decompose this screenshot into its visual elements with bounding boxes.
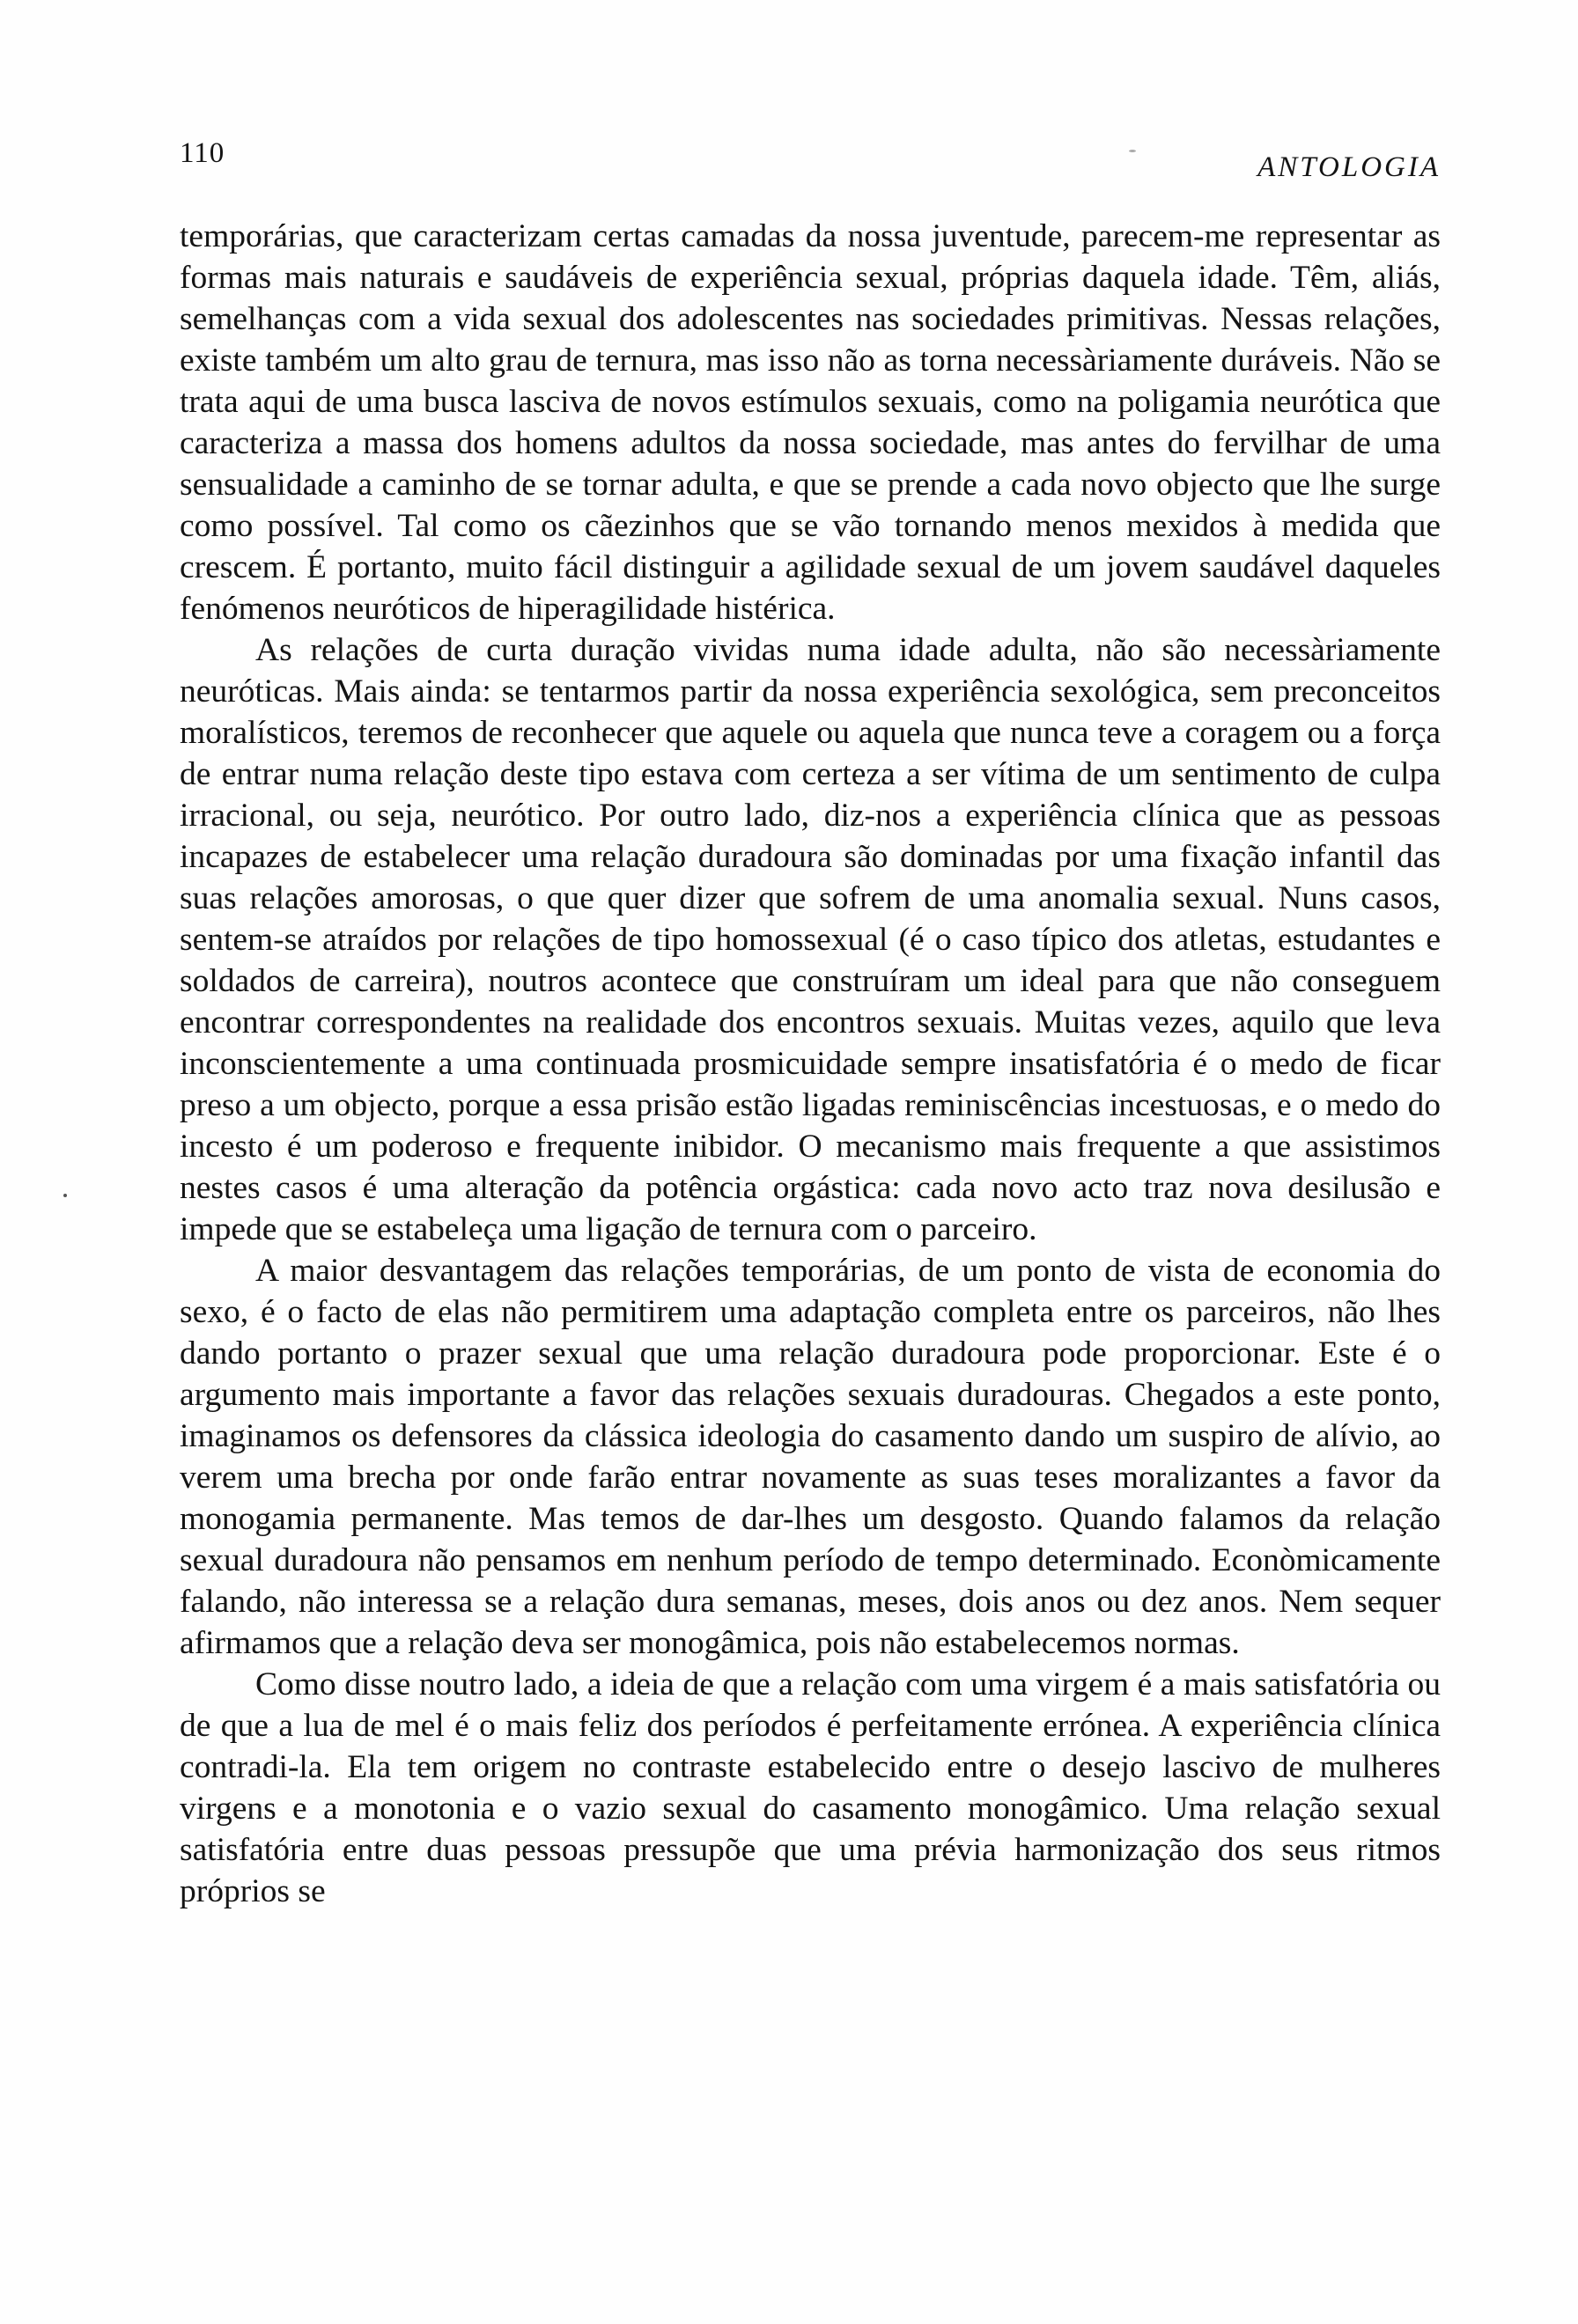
scan-speck [1129,150,1136,152]
paragraph-3: A maior desvantagem das relações temporárias, de um ponto de vista de economia do sexo, é o facto de elas não permitirem uma adaptação completa entre os parceiros, não lhes dando portanto o prazer sexual que uma relação duradoura pode proporcionar. Este é o argumento mais importante a favor das relações sexuais duradouras. Chegados a este ponto, imaginamos os defensores da clássica ideologia do casamento dando um suspiro de alívio, ao verem uma brecha por onde farão entrar novamente as suas teses moralizantes a favor da monogamia permanente. Mas temos de dar-lhes um desgosto. Quando falamos da relação sexual duradoura não pensamos em nenhum período de tempo determinado. Econòmicamente falando, não interessa se a relação dura semanas, meses, dois anos ou dez anos. Nem sequer afirmamos que a relação deva ser monogâmica, pois não estabelecemos normas. [180,1253,1441,1661]
paragraph-4: Como disse noutro lado, a ideia de que a relação com uma virgem é a mais satisfatória ou de que a lua de mel é o mais feliz dos períodos é perfeitamente errónea. A experiência clínica contradi-la. Ela tem origem no contraste estabelecido entre o desejo lascivo de mulheres virgens e a monotonia e o vazio sexual do casamento monogâmico. Uma relação sexual satisfatória entre duas pessoas pressupõe que uma prévia harmonização dos seus ritmos próprios se [180,1666,1441,1909]
running-head: ANTOLOGIA [1257,151,1441,183]
page-number: 110 [180,137,225,169]
paragraph-2: As relações de curta duração vividas numa idade adulta, não são necessàriamente neuróticas. Mais ainda: se tentarmos partir da nossa experiência sexológica, sem preconceitos moralísticos, teremos de reconhecer que aquele ou aquela que nunca teve a coragem ou a força de entrar numa relação deste tipo estava com certeza a ser vítima de um sentimento de culpa irracional, ou seja, neurótico. Por outro lado, diz-nos a experiência clínica que as pessoas incapazes de estabelecer uma relação duradoura são dominadas por uma fixação infantil das suas relações amorosas, o que quer dizer que sofrem de uma anomalia sexual. Nuns casos, sentem-se atraídos por relações de tipo homossexual (é o caso típico dos atletas, estudantes e soldados de carreira), noutros acontece que construíram um ideal para que não conseguem encontrar correspondentes na realidade dos encontros sexuais. Muitas vezes, aquilo que leva inconscientemente a uma continuada prosmicuidade sempre insatisfatória é o medo de ficar preso a um objecto, porque a essa prisão estão ligadas reminiscências incestuosas, e o medo do incesto é um poderoso e frequente inibidor. O mecanismo mais frequente a que assistimos nestes casos é uma alteração da potência orgástica: cada novo acto traz nova desilusão e impede que se estabeleça uma ligação de ternura com o parceiro. [180,632,1441,1247]
body-text [180,216,1441,1912]
page-header [180,132,1441,183]
paragraph-1: temporárias, que caracterizam certas camadas da nossa juventude, parecem-me representar as formas mais naturais e saudáveis de experiência sexual, próprias daquela idade. Têm, aliás, semelhanças com a vida sexual dos adolescentes nas sociedades primitivas. Nessas relações, existe também um alto grau de ternura, mas isso não as torna necessàriamente duráveis. Não se trata aqui de uma busca lasciva de novos estímulos sexuais, como na poligamia neurótica que caracteriza a massa dos homens adultos da nossa sociedade, mas antes do fervilhar de uma sensualidade a caminho de se tornar adulta, e que se prende a cada novo objecto que lhe surge como possível. Tal como os cãezinhos que se vão tornando menos mexidos à medida que crescem. É portanto, muito fácil distinguir a agilidade sexual de um jovem saudável daqueles fenómenos neuróticos de hiperagilidade histérica. [180,218,1441,627]
margin-mark [63,1194,67,1197]
